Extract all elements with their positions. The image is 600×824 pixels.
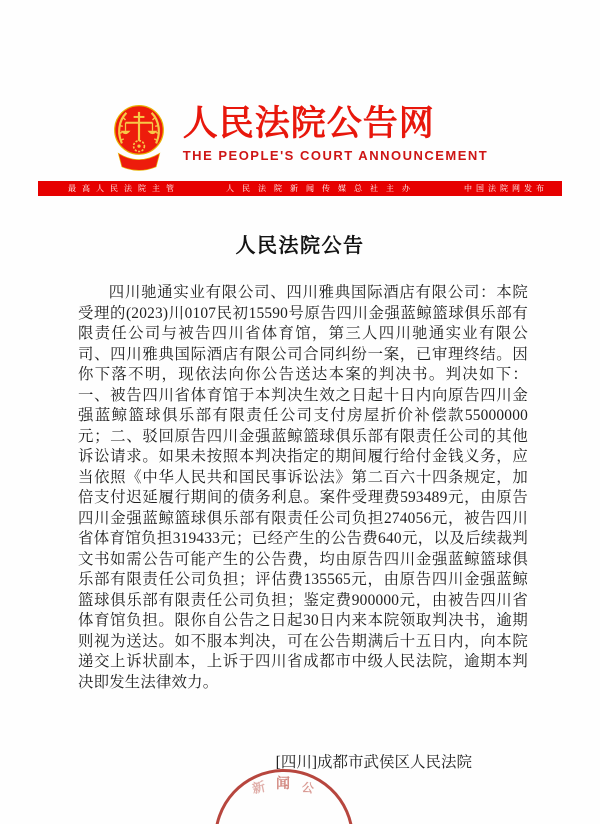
seal-circle-arc [212, 767, 357, 824]
banner-item-organizer: 人民法院新闻传媒总社主办 [226, 184, 418, 193]
court-seal-stamp [212, 766, 360, 824]
site-subtitle: THE PEOPLE'S COURT ANNOUNCEMENT [182, 148, 489, 164]
announcement-body: 四川驰通实业有限公司、四川雅典国际酒店有限公司：本院受理的(2023)川0107民初15590号原告四川金强蓝鲸篮球俱乐部有限责任公司与被告四川省体育馆，第三人四川驰通实业有限公司、四川雅典国际酒店有限公司合同纠纷一案，已审理终结。因你下落不明，现依法向你公告送达本案的判决书。判决如下：一、被告四川省体育馆于本判决生效之日起十日内向原告四川金强蓝鲸篮球俱乐部有限责任公司支付房屋折价补偿款55000000元；二、驳回原告四川金强蓝鲸篮球俱乐部有限责任公司的其他诉讼请求。如果未按照本判决指定的期间履行给付金钱义务，应当依照《中华人民共和国民事诉讼法》第二百六十四条规定，加倍支付迟延履行期间的债务利息。案件受理费593489元，由原告四川金强蓝鲸篮球俱乐部有限责任公司负担274056元，被告四川省体育馆负担319433元；已经产生的公告费640元，以及后续裁判文书如需公告可能产生的公告费，均由原告四川金强蓝鲸篮球俱乐部有限责任公司负担；评估费135565元，由原告四川金强蓝鲸篮球俱乐部有限责任公司负担；鉴定费900000元，由被告四川省体育馆负担。限你自公告之日起30日内来本院领取判决书，逾期则视为送达。如不服本判决，可在公告期满后十五日内，向本院递交上诉状副本，上诉于四川省成都市中级人民法院，逾期本判决即发生法律效力。 [78, 284, 528, 691]
banner-item-supervisor: 最高人民法院主管 [68, 184, 180, 193]
seal-character: 新 [250, 778, 267, 797]
site-title-block [183, 102, 489, 163]
seal-character: 闻 [276, 775, 290, 791]
announcement-title: 人民法院公告 [235, 235, 365, 257]
seal-character: 公 [300, 780, 316, 796]
site-logo-row [0, 0, 600, 174]
banner-item-publisher: 中国法院网发布 [464, 184, 548, 193]
court-signature: [四川]成都市武侯区人民法院 [275, 754, 472, 771]
site-header [0, 0, 600, 196]
site-title: 人民法院公告网 [182, 104, 435, 143]
header-banner [38, 181, 562, 196]
court-emblem-icon [112, 102, 166, 174]
announcement-content [0, 229, 600, 772]
